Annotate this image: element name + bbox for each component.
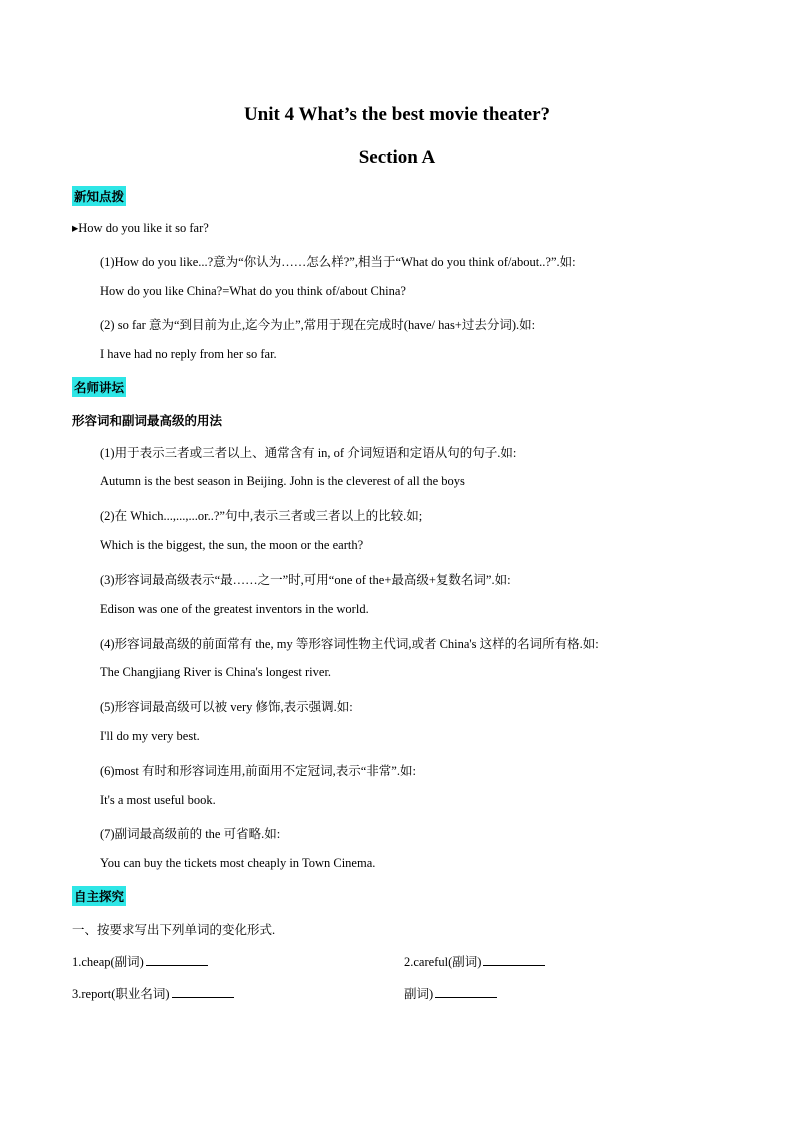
rule-6: (6)most 有时和形容词连用,前面用不定冠词,表示“非常”.如:	[100, 764, 416, 778]
section-badge-new-points: 新知点拨	[72, 186, 126, 206]
exercise-item-4	[404, 984, 497, 1002]
exercise-item-3	[72, 984, 234, 1002]
rule-3: (3)形容词最高级表示“最……之一”时,可用“one of the+最高级+复数名词”.如:	[100, 573, 511, 587]
point-question: ▸How do you like it so far?	[72, 221, 209, 235]
rule-2: (2)在 Which...,...,...or..?”句中,表示三者或三者以上的比较.如;	[100, 509, 423, 523]
section-badge-teacher-talk: 名师讲坛	[72, 377, 126, 397]
rule-2-example: Which is the biggest, the sun, the moon or the earth?	[100, 538, 364, 552]
section-title: Section A	[358, 147, 436, 168]
page-title: Unit 4 What’s the best movie theater?	[243, 104, 551, 125]
answer-blank-2[interactable]	[483, 953, 545, 966]
answer-blank-1[interactable]	[146, 953, 208, 966]
rule-7: (7)副词最高级前的 the 可省略.如:	[100, 827, 281, 841]
answer-blank-4[interactable]	[435, 985, 497, 998]
rule-4: (4)形容词最高级的前面常有 the, my 等形容词性物主代词,或者 China's 这样的名词所有格.如:	[100, 637, 599, 651]
rule-3-example: Edison was one of the greatest inventors in the world.	[100, 602, 369, 616]
rule-6-example: It's a most useful book.	[100, 793, 216, 807]
exercise-item-2	[404, 952, 545, 970]
section-badge-self-explore: 自主探究	[72, 886, 126, 906]
rule-1: (1)用于表示三者或三者以上、通常含有 in, of 介词短语和定语从句的句子.如:	[100, 446, 517, 460]
answer-blank-3[interactable]	[172, 985, 234, 998]
exercise-item-2-label: 2.careful(副词)	[404, 955, 482, 969]
rule-7-example: You can buy the tickets most cheaply in Town Cinema.	[100, 856, 376, 870]
point-example-1: How do you like China?=What do you think of/about China?	[100, 284, 406, 298]
point-note-1: (1)How do you like...?意为“你认为……怎么样?”,相当于“What do you think of/about..?”.如:	[100, 255, 576, 269]
point-note-2: (2) so far 意为“到目前为止,迄今为止”,常用于现在完成时(have/ has+过去分词).如:	[100, 318, 536, 332]
exercise-item-1	[72, 952, 208, 970]
rule-4-example: The Changjiang River is China's longest river.	[100, 665, 332, 679]
rule-5-example: I'll do my very best.	[100, 729, 200, 743]
exercise-item-3-label: 3.report(职业名词)	[72, 987, 170, 1001]
point-example-2: I have had no reply from her so far.	[100, 347, 277, 361]
rule-1-example: Autumn is the best season in Beijing. John is the cleverest of all the boys	[100, 474, 465, 488]
exercise-title: 一、按要求写出下列单词的变化形式.	[72, 923, 276, 937]
exercise-item-1-label: 1.cheap(副词)	[72, 955, 144, 969]
rule-5: (5)形容词最高级可以被 very 修饰,表示强调.如:	[100, 700, 353, 714]
grammar-heading: 形容词和副词最高级的用法	[72, 414, 223, 428]
exercise-item-4-label: 副词)	[404, 987, 434, 1001]
